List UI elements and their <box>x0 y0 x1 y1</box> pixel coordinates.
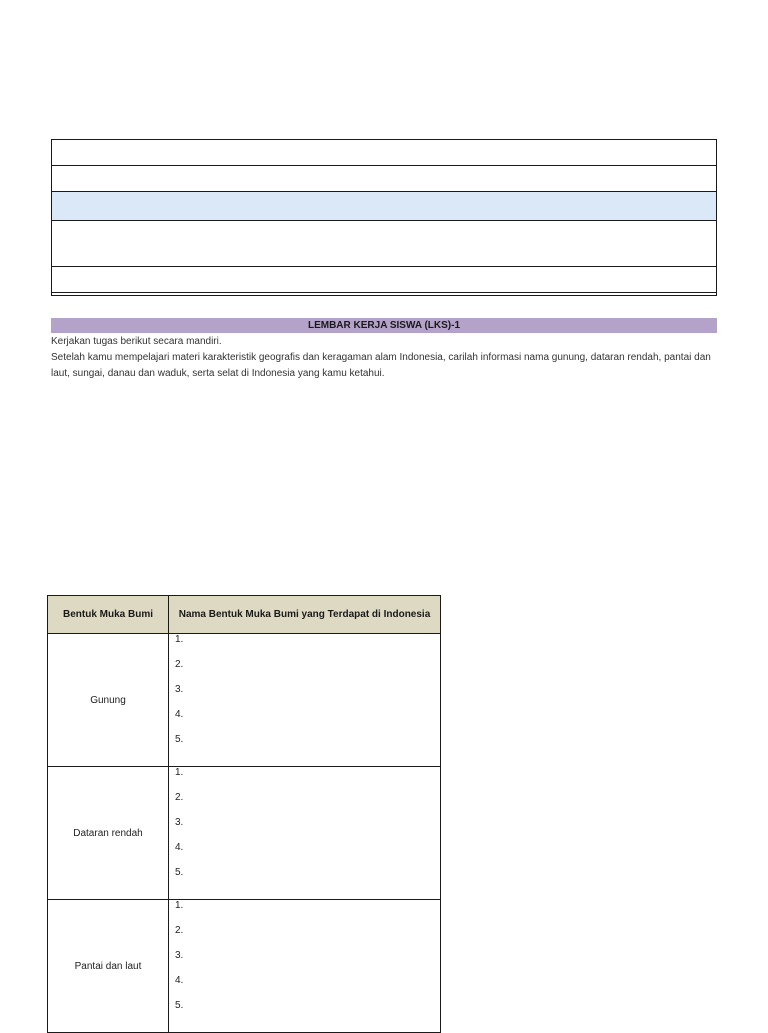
header-row-5 <box>52 267 716 293</box>
header-row-2 <box>52 166 716 192</box>
answer-line: 1. <box>175 767 184 778</box>
header-row-3-highlight <box>52 192 716 221</box>
answer-cell[interactable] <box>169 634 441 767</box>
answer-line: 5. <box>175 867 184 878</box>
table-row <box>48 767 441 900</box>
answer-line: 2. <box>175 792 184 803</box>
answer-line: 4. <box>175 975 184 986</box>
instruction-line-2: Setelah kamu mempelajari materi karakteristik geografis dan keragaman alam Indonesia, carilah informasi nama gunung, dataran rendah, pantai dan laut, sungai, danau dan waduk, serta selat di Indonesia yang kamu ketahui. <box>51 352 711 379</box>
answer-line: 5. <box>175 734 184 745</box>
column-header-landform-names: Nama Bentuk Muka Bumi yang Terdapat di Indonesia <box>169 596 441 634</box>
answer-line: 2. <box>175 925 184 936</box>
category-cell: Dataran rendah <box>48 767 169 900</box>
answer-line: 1. <box>175 900 184 911</box>
table-header-row <box>48 596 441 634</box>
category-cell: Gunung <box>48 634 169 767</box>
table-row <box>48 634 441 767</box>
column-header-landform-type: Bentuk Muka Bumi <box>48 596 169 634</box>
instructions <box>51 334 719 382</box>
answer-line: 3. <box>175 817 184 828</box>
answer-cell[interactable] <box>169 900 441 1033</box>
header-row-4 <box>52 221 716 267</box>
header-info-box <box>51 139 717 296</box>
answer-line: 3. <box>175 950 184 961</box>
answer-line: 3. <box>175 684 184 695</box>
header-row-1 <box>52 140 716 166</box>
answer-cell[interactable] <box>169 767 441 900</box>
answer-line: 4. <box>175 709 184 720</box>
answer-line: 5. <box>175 1000 184 1011</box>
instruction-line-1: Kerjakan tugas berikut secara mandiri. <box>51 336 222 347</box>
category-cell: Pantai dan laut <box>48 900 169 1033</box>
landform-table <box>47 595 441 1033</box>
table-row <box>48 900 441 1033</box>
worksheet-title: LEMBAR KERJA SISWA (LKS)-1 <box>51 318 717 333</box>
answer-line: 4. <box>175 842 184 853</box>
answer-line: 1. <box>175 634 184 645</box>
answer-line: 2. <box>175 659 184 670</box>
